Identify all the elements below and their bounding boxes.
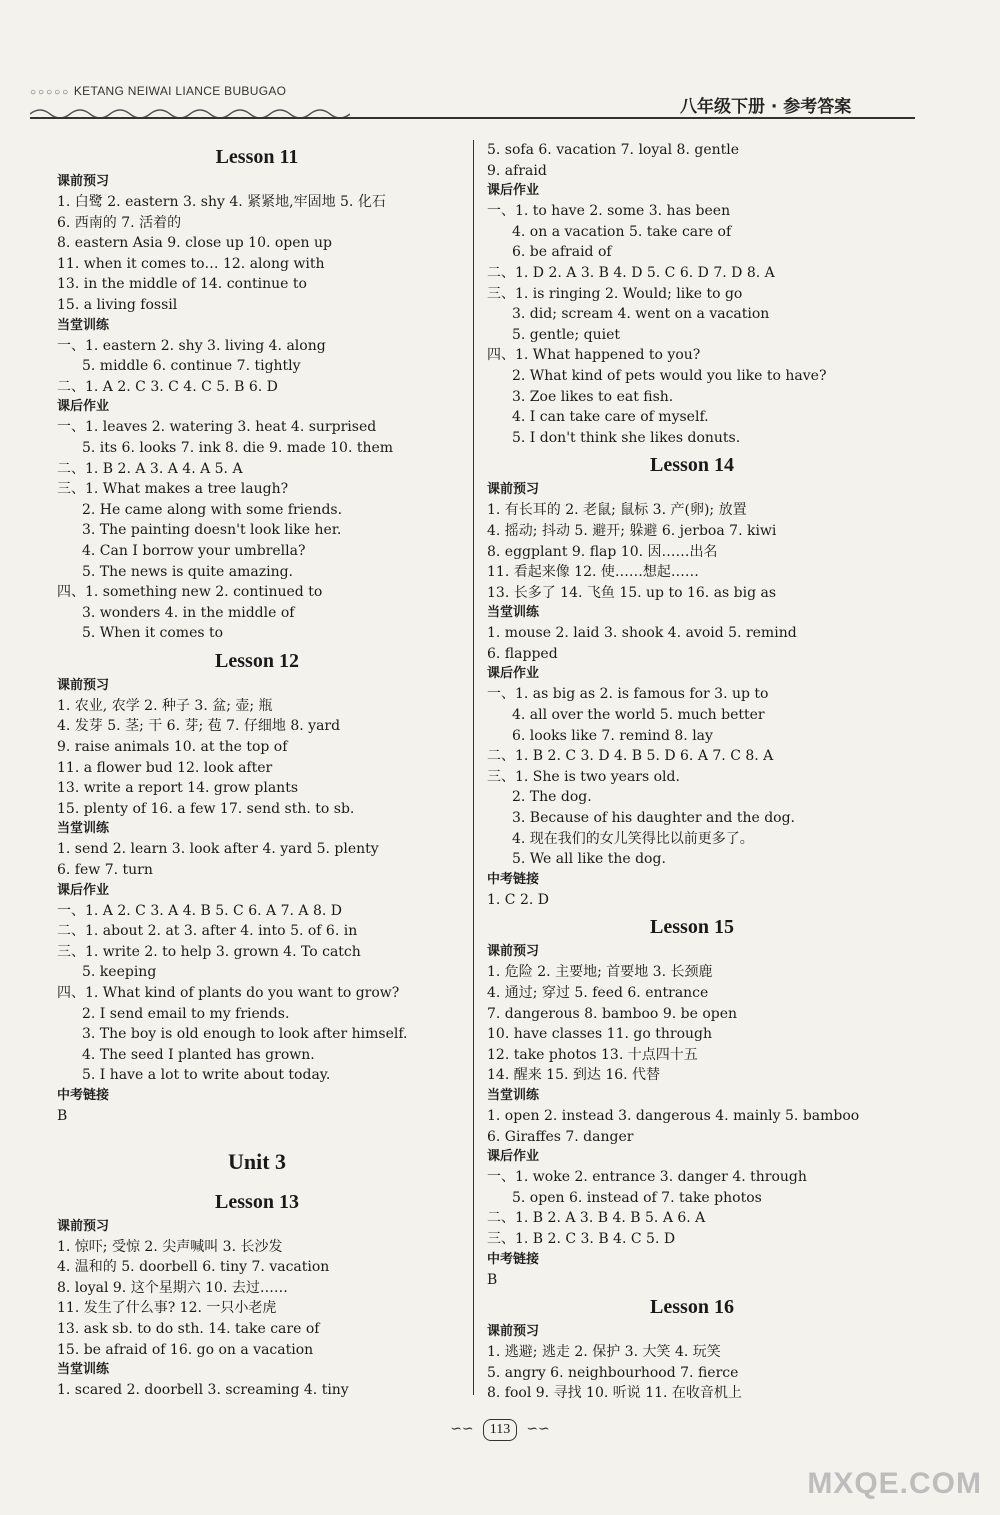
answer-line: 13. write a report 14. grow plants	[57, 780, 299, 797]
answer-line: 1. C 2. D	[487, 891, 550, 908]
header-dots: ○○○○○	[30, 87, 71, 98]
answer-line: 4. Can I borrow your umbrella?	[82, 542, 306, 559]
column-divider	[473, 140, 474, 1395]
answer-line: 1. 危险 2. 主要地; 首要地 3. 长颈鹿	[487, 964, 713, 981]
section-label: 课前预习	[487, 482, 540, 498]
answer-line: 4. The seed I planted has grown.	[82, 1046, 315, 1063]
section-label: 中考链接	[57, 1087, 110, 1103]
answer-line: 13. ask sb. to do sth. 14. take care of	[57, 1320, 320, 1337]
section-label: 课前预习	[57, 677, 110, 693]
section-label: 当堂训练	[487, 605, 540, 621]
unit-heading: Unit 3	[227, 1148, 287, 1174]
section-label: 课后作业	[487, 183, 540, 199]
header-series-text: KETANG NEIWAI LIANCE BUBUGAO	[73, 84, 287, 98]
lesson-heading: Lesson 13	[215, 1190, 299, 1213]
section-label: 中考链接	[487, 1251, 540, 1267]
answer-line: 1. 农业, 农学 2. 种子 3. 盆; 壶; 瓶	[57, 697, 273, 714]
answer-line: 8. eggplant 9. flap 10. 因……出名	[487, 543, 718, 560]
section-label: 当堂训练	[57, 821, 110, 837]
answer-line: 6. flapped	[487, 645, 558, 662]
answer-line: 8. loyal 9. 这个星期六 10. 去过……	[57, 1279, 288, 1296]
answer-line: 4. 摇动; 抖动 5. 避开; 躲避 6. jerboa 7. kiwi	[487, 522, 777, 539]
answer-line: 15. a living fossil	[57, 296, 178, 313]
answer-line: 三、1. She is two years old.	[487, 768, 680, 785]
answer-line: 11. when it comes to… 12. along with	[57, 255, 325, 272]
answer-line: 二、1. B 2. C 3. D 4. B 5. D 6. A 7. C 8. A	[487, 748, 774, 765]
answer-line: 7. dangerous 8. bamboo 9. be open	[487, 1005, 738, 1022]
page-header	[0, 0, 1000, 130]
answer-line: B	[487, 1271, 498, 1288]
section-label: 当堂训练	[57, 1362, 110, 1378]
answer-line: 5. I don't think she likes donuts.	[512, 429, 741, 446]
answer-line: 8. fool 9. 寻找 10. 听说 11. 在收音机上	[487, 1385, 742, 1402]
answer-line: 1. send 2. learn 3. look after 4. yard 5. plenty	[57, 841, 379, 858]
answer-line: 三、1. write 2. to help 3. grown 4. To catch	[57, 943, 361, 960]
answer-line: 3. did; scream 4. went on a vacation	[512, 306, 770, 323]
answer-line: 1. 逃避; 逃走 2. 保护 3. 大笑 4. 玩笑	[487, 1344, 721, 1361]
lesson-heading: Lesson 14	[650, 454, 734, 477]
answer-line: 1. 有长耳的 2. 老鼠; 鼠标 3. 产(卵); 放置	[487, 502, 747, 519]
answer-line: 二、1. B 2. A 3. B 4. B 5. A 6. A	[487, 1210, 706, 1227]
answer-line: 5. its 6. looks 7. ink 8. die 9. made 10. them	[82, 439, 394, 456]
answer-line: 四、1. What kind of plants do you want to grow?	[57, 985, 400, 1001]
lesson-heading: Lesson 12	[215, 649, 299, 672]
answer-line: 一、1. leaves 2. watering 3. heat 4. surprised	[57, 419, 377, 436]
header-rule	[30, 117, 915, 119]
section-label: 课后作业	[487, 1149, 540, 1165]
answer-line: 5. sofa 6. vacation 7. loyal 8. gentle	[487, 142, 740, 158]
answer-line: 一、1. woke 2. entrance 3. danger 4. through	[487, 1169, 807, 1186]
answer-line: 1. mouse 2. laid 3. shook 4. avoid 5. remind	[487, 625, 797, 642]
lesson-heading: Lesson 11	[215, 146, 299, 168]
answer-line: 12. take photos 13. 十点四十五	[487, 1046, 698, 1063]
section-label: 中考链接	[487, 871, 540, 887]
answer-line: 11. a flower bud 12. look after	[57, 759, 273, 776]
answer-line: 5. gentle; quiet	[512, 326, 620, 343]
lesson-heading: Lesson 16	[650, 1296, 734, 1319]
left-column	[57, 140, 457, 1401]
answer-line: 一、1. to have 2. some 3. has been	[487, 203, 731, 220]
section-label: 当堂训练	[487, 1087, 540, 1103]
answer-line: 6. 西南的 7. 活着的	[57, 214, 182, 231]
answer-line: 5. We all like the dog.	[512, 851, 666, 868]
answer-line: 2. He came along with some friends.	[82, 501, 343, 518]
answer-line: 15. plenty of 16. a few 17. send sth. to sb.	[57, 800, 355, 817]
page-footer	[0, 1418, 1000, 1441]
answer-line: 6. looks like 7. remind 8. lay	[512, 727, 713, 744]
answer-line: 11. 发生了什么事? 12. 一只小老虎	[57, 1300, 277, 1317]
answer-line: 二、1. A 2. C 3. C 4. C 5. B 6. D	[57, 378, 278, 395]
answer-line: 2. The dog.	[512, 789, 592, 806]
answer-line: 9. raise animals 10. at the top of	[57, 739, 288, 756]
answer-line: 15. be afraid of 16. go on a vacation	[57, 1341, 314, 1358]
footer-ornament-right: ∽∽	[526, 1421, 550, 1437]
answer-line: 4. on a vacation 5. take care of	[512, 223, 732, 240]
answer-line: 3. Zoe likes to eat fish.	[512, 388, 674, 405]
answer-line: 5. I have a lot to write about today.	[82, 1067, 331, 1084]
answer-line: 6. be afraid of	[512, 244, 612, 261]
answer-line: 4. I can take care of myself.	[512, 409, 709, 426]
answer-line: 5. open 6. instead of 7. take photos	[512, 1189, 762, 1206]
section-label: 当堂训练	[57, 317, 110, 333]
answer-line: 3. The boy is old enough to look after himself.	[82, 1026, 408, 1043]
answer-line: 10. have classes 11. go through	[487, 1026, 712, 1043]
answer-line: 3. The painting doesn't look like her.	[82, 522, 342, 539]
answer-line: 四、1. What happened to you?	[487, 347, 701, 364]
section-label: 课前预习	[57, 174, 110, 189]
answer-line: 二、1. D 2. A 3. B 4. D 5. C 6. D 7. D 8. A	[487, 264, 775, 281]
header-series-title	[30, 84, 286, 98]
answer-line: 一、1. as big as 2. is famous for 3. up to	[487, 686, 769, 703]
header-book-title: 八年级下册 · 参考答案	[680, 97, 852, 117]
answer-line: 6. Giraffes 7. danger	[487, 1128, 634, 1145]
footer-ornament-left: ∽∽	[450, 1421, 474, 1437]
answer-line: 1. scared 2. doorbell 3. screaming 4. tiny	[57, 1382, 349, 1399]
answer-line: 8. eastern Asia 9. close up 10. open up	[57, 235, 333, 252]
section-label: 课前预习	[487, 1324, 540, 1340]
answer-line: 1. 白鹭 2. eastern 3. shy 4. 紧紧地,牢固地 5. 化石	[57, 194, 386, 210]
answer-line: 5. keeping	[82, 964, 157, 981]
answer-line: 二、1. about 2. at 3. after 4. into 5. of 6. in	[57, 923, 358, 940]
lesson-heading: Lesson 15	[650, 916, 734, 939]
answer-line: 4. all over the world 5. much better	[512, 707, 765, 724]
section-label: 课前预习	[57, 1218, 110, 1234]
answer-line: 13. 长多了 14. 飞鱼 15. up to 16. as big as	[487, 584, 777, 601]
section-label: 课后作业	[487, 666, 540, 682]
answer-line: 11. 看起来像 12. 使……想起……	[487, 564, 699, 581]
answer-line: 14. 醒来 15. 到达 16. 代替	[487, 1067, 661, 1084]
answer-line: 3. Because of his daughter and the dog.	[512, 810, 796, 827]
answer-line: 6. few 7. turn	[57, 862, 153, 879]
answer-line: 2. I send email to my friends.	[82, 1005, 290, 1022]
answer-line: 4. 发芽 5. 茎; 干 6. 芽; 苞 7. 仔细地 8. yard	[57, 718, 341, 735]
section-label: 课前预习	[487, 944, 540, 960]
section-label: 课后作业	[57, 882, 110, 898]
answer-line: 一、1. eastern 2. shy 3. living 4. along	[57, 337, 326, 354]
answer-line: 二、1. B 2. A 3. A 4. A 5. A	[57, 460, 243, 477]
answer-line: 三、1. B 2. C 3. B 4. C 5. D	[487, 1230, 676, 1247]
answer-line: 四、1. something new 2. continued to	[57, 584, 323, 601]
answer-line: 13. in the middle of 14. continue to	[57, 276, 307, 293]
section-label: 课后作业	[57, 399, 110, 415]
answer-line: 5. The news is quite amazing.	[82, 563, 293, 580]
answer-line: 2. What kind of pets would you like to have?	[512, 367, 827, 384]
answer-line: 1. open 2. instead 3. dangerous 4. mainly 5. bamboo	[487, 1107, 860, 1124]
answer-line: 三、1. is ringing 2. Would; like to go	[487, 285, 743, 302]
answer-line: 4. 现在我们的女儿笑得比以前更多了。	[512, 830, 754, 847]
watermark-logo: MXQE.COM	[807, 1467, 982, 1500]
right-column	[487, 140, 897, 1404]
page-number: 113	[483, 1419, 517, 1441]
answer-line: 3. wonders 4. in the middle of	[82, 604, 295, 621]
answer-line: 5. angry 6. neighbourhood 7. fierce	[487, 1364, 739, 1381]
answer-line: 一、1. A 2. C 3. A 4. B 5. C 6. A 7. A 8. D	[57, 902, 342, 919]
answer-line: 5. When it comes to	[82, 625, 224, 642]
answer-line: 三、1. What makes a tree laugh?	[57, 481, 289, 498]
answer-line: B	[57, 1107, 68, 1124]
answer-line: 9. afraid	[487, 162, 547, 179]
answer-line: 1. 惊吓; 受惊 2. 尖声喊叫 3. 长沙发	[57, 1238, 283, 1255]
answer-line: 4. 通过; 穿过 5. feed 6. entrance	[487, 985, 709, 1001]
answer-line: 4. 温和的 5. doorbell 6. tiny 7. vacation	[57, 1259, 330, 1276]
answer-line: 5. middle 6. continue 7. tightly	[82, 358, 301, 375]
